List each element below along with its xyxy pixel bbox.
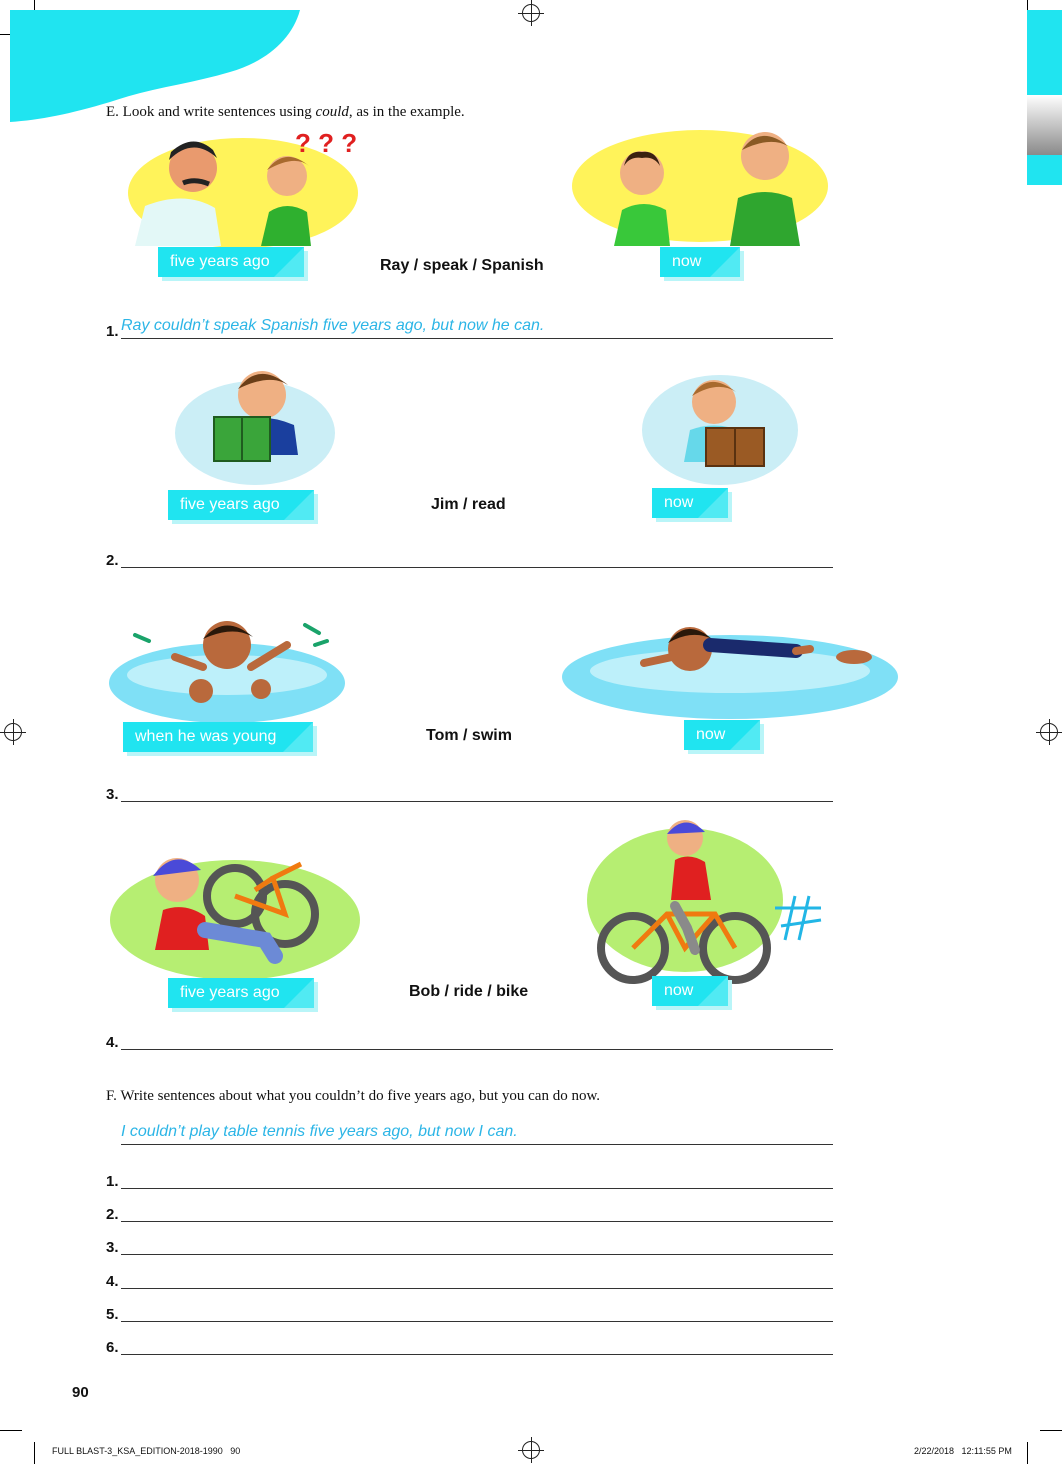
svg-text:? ? ?: ? ? ? <box>295 128 358 158</box>
exercise-f-instruction: F. Write sentences about what you couldn’t do five years ago, but you can do now. <box>106 1088 601 1104</box>
prompt-3: Tom / swim <box>426 727 512 744</box>
illustration-tom-now <box>560 605 900 720</box>
line-number-2: 2. <box>106 552 119 569</box>
label-then-3: when he was young <box>123 722 313 752</box>
illustration-ray-now <box>570 118 835 248</box>
answer-line-4[interactable] <box>121 1049 833 1050</box>
label-now-2: now <box>652 488 728 518</box>
registration-mark-icon <box>4 723 22 741</box>
f-line-number-6: 6. <box>106 1339 119 1356</box>
label-then-1: five years ago <box>158 247 304 277</box>
illustration-ray-then <box>125 128 365 253</box>
f-line-number-4: 4. <box>106 1273 119 1290</box>
f-answer-line-2[interactable] <box>121 1221 833 1222</box>
registration-mark-icon <box>522 1441 540 1459</box>
crop-mark <box>34 1442 35 1464</box>
f-answer-line-5[interactable] <box>121 1321 833 1322</box>
illustration-bob-now <box>585 810 830 985</box>
crop-mark <box>1027 1442 1028 1464</box>
line-number-4: 4. <box>106 1034 119 1051</box>
example-answer: Ray couldn’t speak Spanish five years ago, but now he can. <box>121 317 545 334</box>
f-answer-line-4[interactable] <box>121 1288 833 1289</box>
label-then-4: five years ago <box>168 978 314 1008</box>
illustration-bob-then <box>105 840 365 985</box>
f-line-number-2: 2. <box>106 1206 119 1223</box>
registration-mark-icon <box>522 4 540 22</box>
f-answer-line-6[interactable] <box>121 1354 833 1355</box>
exercise-e-instruction: E. Look and write sentences using could, as in the example. <box>106 104 465 120</box>
footer-timestamp: 2/22/2018 12:11:55 PM <box>914 1446 1012 1456</box>
f-line-number-1: 1. <box>106 1173 119 1190</box>
f-line-number-3: 3. <box>106 1239 119 1256</box>
example-line <box>121 1144 833 1145</box>
registration-mark-icon <box>1040 723 1058 741</box>
label-now-3: now <box>684 720 760 750</box>
answer-line-1[interactable] <box>121 338 833 339</box>
line-number-3: 3. <box>106 786 119 803</box>
f-answer-line-1[interactable] <box>121 1188 833 1189</box>
exercise-f-example: I couldn’t play table tennis five years ago, but now I can. <box>121 1123 518 1140</box>
page-number: 90 <box>72 1384 89 1401</box>
line-number-1: 1. <box>106 323 119 340</box>
side-tab-gradient <box>1027 95 1062 155</box>
label-now-4: now <box>652 976 728 1006</box>
label-now-1: now <box>660 247 740 277</box>
illustration-jim-then <box>170 355 335 495</box>
answer-line-2[interactable] <box>121 567 833 568</box>
prompt-4: Bob / ride / bike <box>409 983 529 1000</box>
answer-line-3[interactable] <box>121 801 833 802</box>
f-answer-line-3[interactable] <box>121 1254 833 1255</box>
label-then-2: five years ago <box>168 490 314 520</box>
f-line-number-5: 5. <box>106 1306 119 1323</box>
prompt-1: Ray / speak / Spanish <box>380 257 544 274</box>
illustration-jim-now <box>640 350 805 490</box>
crop-mark <box>0 1430 22 1431</box>
prompt-2: Jim / read <box>431 496 506 513</box>
illustration-tom-then <box>105 605 350 735</box>
footer-file-info: FULL BLAST-3_KSA_EDITION-2018-1990 90 <box>52 1446 241 1456</box>
crop-mark <box>1040 1430 1062 1431</box>
